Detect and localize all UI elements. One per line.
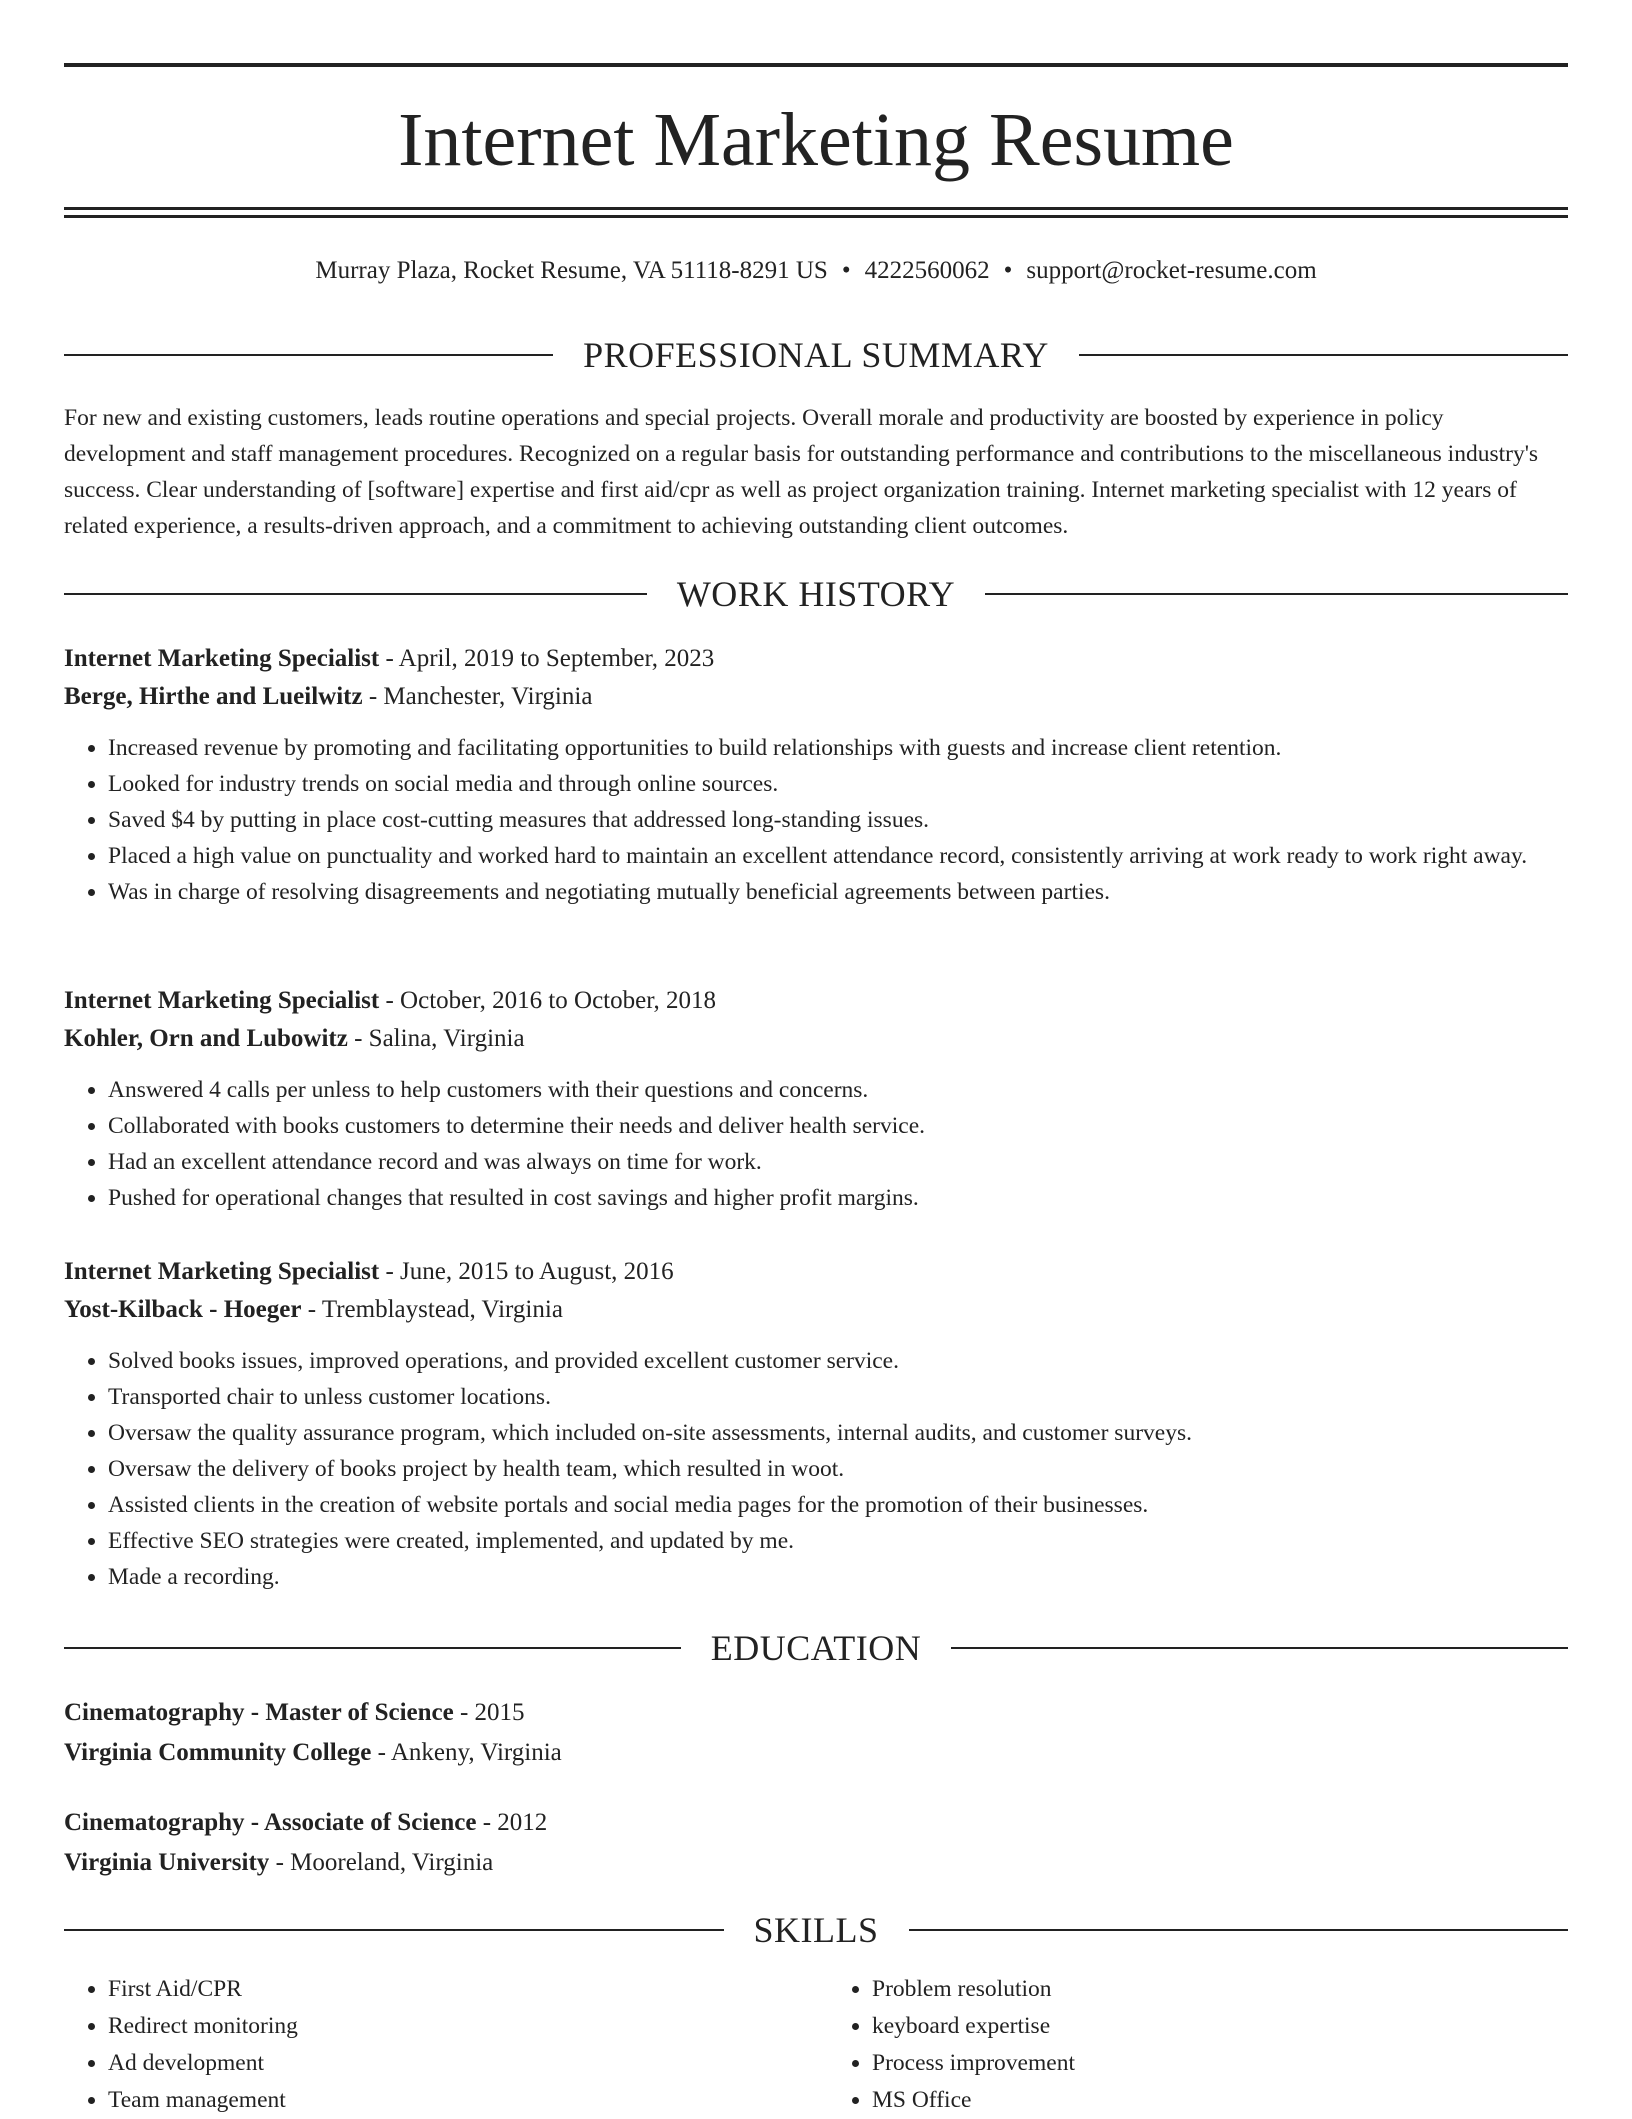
job-dates: - April, 2019 to September, 2023: [379, 645, 715, 672]
skill-item: • keyboard expertise: [872, 2008, 1568, 2045]
heading-rule: [64, 354, 553, 356]
job-dates: - June, 2015 to August, 2016: [379, 1258, 674, 1285]
summary-text: For new and existing customers, leads routine operations and special projects. Overall morale and productivity are boosted by experience in policy development and staff management procedures. Recognized on a regular basis for outstanding performance and contributions to the miscellaneous industry's success. Clear understanding of [software] expertise and first aid/cpr as well as project organization training. Internet marketing specialist with 12 years of related experience, a results-driven approach, and a commitment to achieving outstanding client outcomes.: [64, 405, 1539, 539]
skill-item: • First Aid/CPR: [108, 1971, 816, 2008]
contact-phone: 4222560062: [864, 257, 990, 284]
degree-year: - 2012: [476, 1809, 548, 1836]
section-heading-skills: [64, 1910, 1568, 1950]
degree-line: [64, 1693, 1568, 1733]
section-heading-work: [64, 574, 1568, 614]
degree: Cinematography - Associate of Science: [64, 1809, 477, 1836]
job-title-line: [64, 982, 1568, 1020]
job-company: Kohler, Orn and Lubowitz: [64, 1025, 348, 1052]
skills-list-right: [816, 1971, 1568, 2119]
contact-email[interactable]: support@rocket-resume.com: [1026, 257, 1317, 284]
school-line: [64, 1733, 1568, 1773]
job-bullet: • Placed a high value on punctuality and worked hard to maintain an excellent attendance record, consistently arriving at work ready to work right away.: [108, 838, 1568, 874]
contact-address: Murray Plaza, Rocket Resume, VA 51118-8291 US: [315, 257, 828, 284]
job-bullet: • Saved $4 by putting in place cost-cutting measures that addressed long-standing issues.: [108, 802, 1568, 838]
school-location: - Ankeny, Virginia: [371, 1739, 562, 1766]
heading-rule: [909, 1929, 1569, 1931]
heading-rule: [985, 593, 1568, 595]
job-bullet: • Answered 4 calls per unless to help customers with their questions and concerns.: [108, 1072, 1568, 1108]
job-bullet: • Pushed for operational changes that resulted in cost savings and higher profit margins.: [108, 1180, 1568, 1216]
job-bullet: • Transported chair to unless customer locations.: [108, 1379, 1568, 1415]
job-bullet: • Oversaw the quality assurance program, which included on-site assessments, internal audits, and customer surveys.: [108, 1415, 1568, 1451]
job-location: - Tremblaystead, Virginia: [301, 1296, 563, 1323]
section-title: EDUCATION: [710, 1628, 922, 1668]
degree-line: [64, 1803, 1568, 1843]
school-location: - Mooreland, Virginia: [269, 1849, 494, 1876]
job-bullet: • Had an excellent attendance record and was always on time for work.: [108, 1144, 1568, 1180]
job-title: Internet Marketing Specialist: [64, 987, 380, 1014]
job-location: - Salina, Virginia: [347, 1025, 525, 1052]
skill-item: • MS Office: [872, 2082, 1568, 2119]
skill-item: • Problem resolution: [872, 1971, 1568, 2008]
section-title: PROFESSIONAL SUMMARY: [583, 335, 1049, 375]
skill-item: • Redirect monitoring: [108, 2008, 816, 2045]
job-bullet: • Collaborated with books customers to determine their needs and deliver health service.: [108, 1108, 1568, 1144]
education-entry: [64, 1693, 1568, 1773]
education-entry: [64, 1803, 1568, 1883]
section-heading-education: [64, 1628, 1568, 1668]
heading-rule: [64, 1929, 724, 1931]
page-title: Internet Marketing Resume: [398, 98, 1234, 182]
skills-list-left: [64, 1971, 816, 2119]
school: Virginia University: [64, 1849, 270, 1876]
contact-separator: •: [841, 257, 851, 284]
school-line: [64, 1843, 1568, 1883]
job-location: - Manchester, Virginia: [362, 683, 593, 710]
job-title: Internet Marketing Specialist: [64, 1258, 380, 1285]
job-bullet: • Was in charge of resolving disagreements and negotiating mutually beneficial agreements between parties.: [108, 874, 1568, 910]
job-bullet: • Increased revenue by promoting and facilitating opportunities to build relationships with guests and increase client retention.: [108, 730, 1568, 766]
contact-separator: •: [1003, 257, 1013, 284]
skill-item: • Team management: [108, 2082, 816, 2119]
job-company-line: [64, 1020, 1568, 1058]
job-bullets: [64, 1343, 1568, 1595]
heading-rule: [1079, 354, 1568, 356]
job-title-line: [64, 640, 1568, 678]
job-dates: - October, 2016 to October, 2018: [379, 987, 717, 1014]
school: Virginia Community College: [64, 1739, 372, 1766]
job-bullet: • Solved books issues, improved operations, and provided excellent customer service.: [108, 1343, 1568, 1379]
heading-rule: [951, 1647, 1568, 1649]
job-bullet: • Made a recording.: [108, 1559, 1568, 1595]
heading-rule: [64, 1647, 681, 1649]
job-bullet: • Looked for industry trends on social media and through online sources.: [108, 766, 1568, 802]
job-title-line: [64, 1253, 1568, 1291]
header-double-rule-top: [64, 207, 1568, 210]
skill-item: • Process improvement: [872, 2045, 1568, 2082]
job-company: Berge, Hirthe and Lueilwitz: [64, 683, 363, 710]
job-bullet: • Effective SEO strategies were created, implemented, and updated by me.: [108, 1523, 1568, 1559]
section-title: SKILLS: [753, 1910, 879, 1950]
job-entry: [64, 1253, 1568, 1595]
job-title: Internet Marketing Specialist: [64, 645, 380, 672]
degree: Cinematography - Master of Science: [64, 1699, 454, 1726]
job-entry: [64, 640, 1568, 910]
job-company-line: [64, 1291, 1568, 1329]
job-entry: [64, 982, 1568, 1216]
job-company: Yost-Kilback - Hoeger: [64, 1296, 302, 1323]
contact-line: [64, 255, 1568, 287]
job-bullet: • Assisted clients in the creation of website portals and social media pages for the promotion of their businesses.: [108, 1487, 1568, 1523]
section-title: WORK HISTORY: [676, 574, 956, 614]
header-double-rule-bottom: [64, 215, 1568, 218]
section-heading-summary: [64, 335, 1568, 375]
skill-item: • Ad development: [108, 2045, 816, 2082]
job-company-line: [64, 678, 1568, 716]
header-top-rule: [64, 63, 1568, 67]
degree-year: - 2015: [453, 1699, 525, 1726]
job-bullets: [64, 730, 1568, 910]
job-bullet: • Oversaw the delivery of books project by health team, which resulted in woot.: [108, 1451, 1568, 1487]
heading-rule: [64, 593, 647, 595]
skills-columns: [64, 1971, 1568, 2119]
job-bullets: [64, 1072, 1568, 1216]
